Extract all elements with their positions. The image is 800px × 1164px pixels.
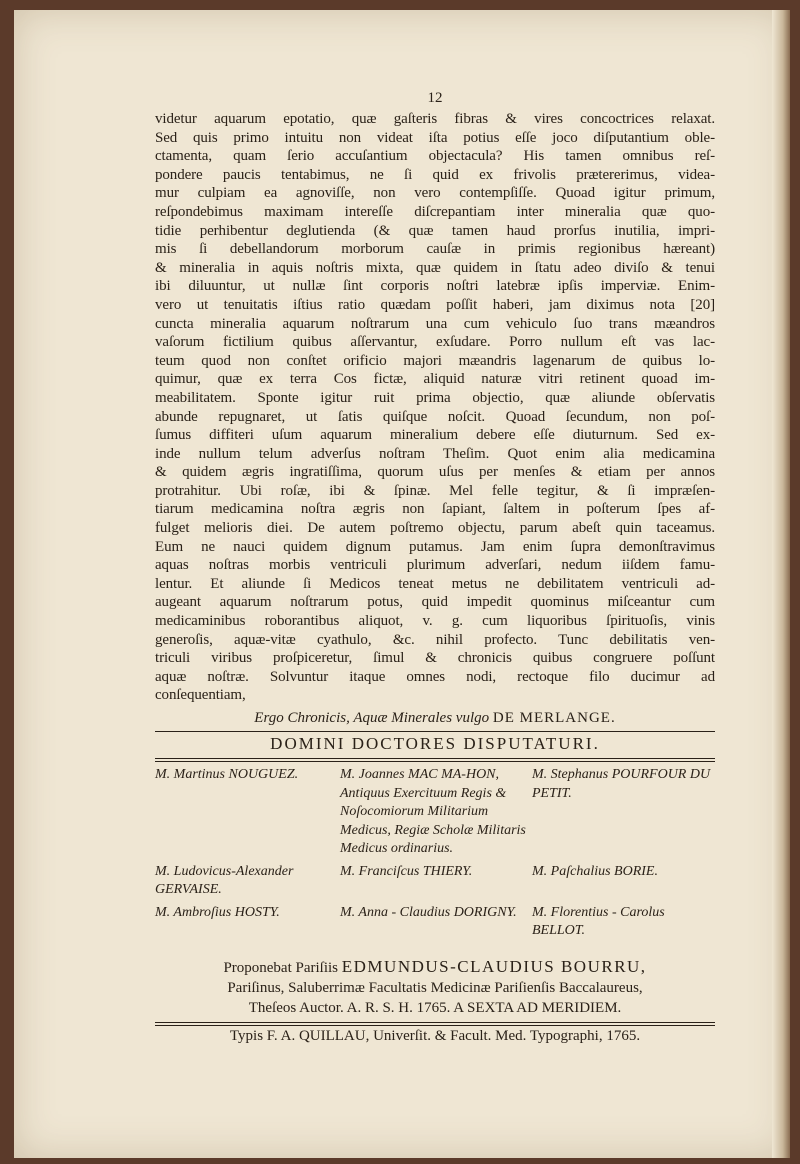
doctor-entry: M. Ambroſius HOSTY. (155, 904, 280, 920)
rule-top (155, 731, 715, 732)
body-line: generoſis, aquæ-vitæ cyathulo, &c. nihil profecto. Tunc debilitatis ven- (155, 631, 715, 648)
body-line: quimur, quæ ex terra Cos fictæ, aliquid naturæ vitri retinent quoad im- (155, 371, 715, 388)
body-line: medicaminibus roborantibus aliquot, v. g. cum liquoribus ſpirituoſis, vinis (155, 613, 715, 630)
conclusion-italic: Ergo Chronicis, Aquæ Minerales vulgo (254, 710, 490, 726)
body-line: conſequentiam, (155, 687, 246, 704)
doctor-entry: M. Paſchalius BORIE. (532, 863, 658, 879)
body-line: vaſorum fictilium quibus aſſervantur, exſudare. Porro nullum eſt vas lac- (155, 334, 715, 351)
body-line: augeant aquarum noſtrarum potus, quid impedit quominus miſceantur cum (155, 594, 715, 611)
doctor-entry: M. Ludovicus-Alexander GERVAISE. (155, 863, 294, 897)
body-line: teum quod non conſtet orificio majori mæandris lagenarum de quibus lo- (155, 352, 715, 369)
doctor-entry: M. Franciſcus THIERY. (340, 863, 473, 879)
body-line: Sed quis primo intuitu non videat iſta potius eſſe joco diſputantium oble- (155, 129, 715, 146)
colophon (155, 957, 715, 1018)
body-line: mur culpiam ea agnoviſſe, non vero contempſiſſe. Quoad igitur primum, (155, 185, 715, 202)
body-line: meabilitatem. Sponte igitur ruit prima objectio, quæ aliunde obſervatis (155, 389, 715, 406)
doctor-entry: M. Anna - Claudius DORIGNY. (340, 904, 517, 920)
body-text (155, 110, 715, 705)
rule-double (155, 758, 715, 762)
colophon-line-3: Theſeos Auctor. A. R. S. H. 1765. A SEXTA AD MERIDIEM. (248, 999, 622, 1016)
body-line: triculi viribus proſpiceretur, ſimul & chronicis quibus congruere poſſunt (155, 650, 715, 667)
body-line: lentur. Et aliunde ſi Medicos teneat metus ne debilitatem ventriculi ad- (155, 575, 715, 592)
page-number: 12 (427, 90, 443, 106)
body-line: Eum ne nauci quidem dignum putamus. Jam enim ſupra demonſtravimus (155, 538, 715, 555)
colophon-prefix: Proponebat Pariſiis (223, 959, 339, 976)
conclusion-line (155, 709, 715, 727)
body-line: pondere paucis tentabimus, ne ſi quid ex frivolis prætererimus, videa- (155, 166, 715, 183)
body-line: aquæ noſtræ. Solvuntur itaque omnes nodi, rectoque filo ducimur ad (155, 668, 715, 685)
doctor-entry: M. Martinus NOUGUEZ. (155, 767, 299, 782)
conclusion-place: DE MERLANGE. (492, 710, 616, 726)
colophon-line-2: Pariſinus, Saluberrimæ Facultatis Medicinæ Pariſienſis Baccalaureus, (227, 979, 643, 996)
body-line: & quidem ægris ingratiſſima, quorum uſus per menſes & etiam per annos (155, 464, 715, 481)
colophon-line-1 (155, 957, 715, 978)
book-gutter (772, 10, 790, 1158)
body-line: abunde repugnaret, ut ſatis quiſque noſcit. Quoad ſecundum, non poſ- (155, 408, 715, 425)
colophon-author: EDMUNDUS-CLAUDIUS BOURRU, (341, 956, 647, 976)
body-line: ibi diluuntur, ut nullæ ſint corporis noſtri latebræ ipſis imperviæ. Enim- (155, 278, 715, 295)
printer-line: Typis F. A. QUILLAU, Univerſit. & Facult. Med. Typographi, 1765. (229, 1027, 641, 1044)
page-text (155, 90, 715, 1045)
body-line: tiarum medicamina noſtra ægris non ſapiant, ſaltem in poſterum ſpes af- (155, 501, 715, 518)
doctor-entry: M. Stephanus POURFOUR DU PETIT. (532, 767, 711, 801)
body-line: ſumus diffiteri uſum aquarum mineralium debere eſſe diuturnum. Sed ex- (155, 427, 715, 444)
body-line: aquas noſtras morbis ventriculi plurimum adverſari, nedum iiſdem famu- (155, 557, 715, 574)
body-line: videtur aquarum epotatio, quæ gaſteris fibras & vires concoctrices relaxat. (155, 111, 715, 127)
body-line: ctamenta, quam ſerio accuſantium objectacula? His tamen omnibus reſ- (155, 148, 715, 165)
rule-bottom (155, 1022, 715, 1026)
body-line: cuncta mineralia aquarum noſtrarum una cum vehiculo ſuo trans mæandros (155, 315, 715, 332)
doctors-grid (155, 766, 715, 945)
body-line: tidie perhibentur deglutienda (& quæ tamen haud prorſus inutilia, impri- (155, 222, 715, 239)
body-line: vero ut tenuitatis iſtius ratio quædam poſſit haberi, jam diximus nota [20] (155, 296, 715, 313)
doctors-heading: DOMINI DOCTORES DISPUTATURI. (270, 734, 600, 753)
body-line: inde nullum telum adverſus noſtram Theſim. Quot enim alia medicamina (155, 445, 715, 462)
body-line: mis ſi debellandorum morborum cauſæ in primis regionibus hæreant) (155, 241, 715, 258)
body-line: & mineralia in aquis noſtris mixta, quæ quidem in ſtatu adeo diviſo & tenui (155, 259, 715, 276)
doctor-entry: M. Joannes MAC MA-HON, Antiquus Exercituum Regis & Noſocomiorum Militarium Medicus, Regiæ Scholæ Militaris Medicus ordinarius. (340, 767, 526, 856)
doctor-entry: M. Florentius - Carolus BELLOT. (532, 904, 665, 938)
body-line: reſpondebimus maximam intereſſe diſcrepantiam inter mineralia quæ quo- (155, 203, 715, 220)
body-line: fulget melioris diei. De autem poſtremo objectu, parum abeſt quin taceamus. (155, 520, 715, 537)
body-line: protrahitur. Ubi roſæ, ibi & ſpinæ. Mel felle tegitur, & ſi impræſen- (155, 482, 715, 499)
